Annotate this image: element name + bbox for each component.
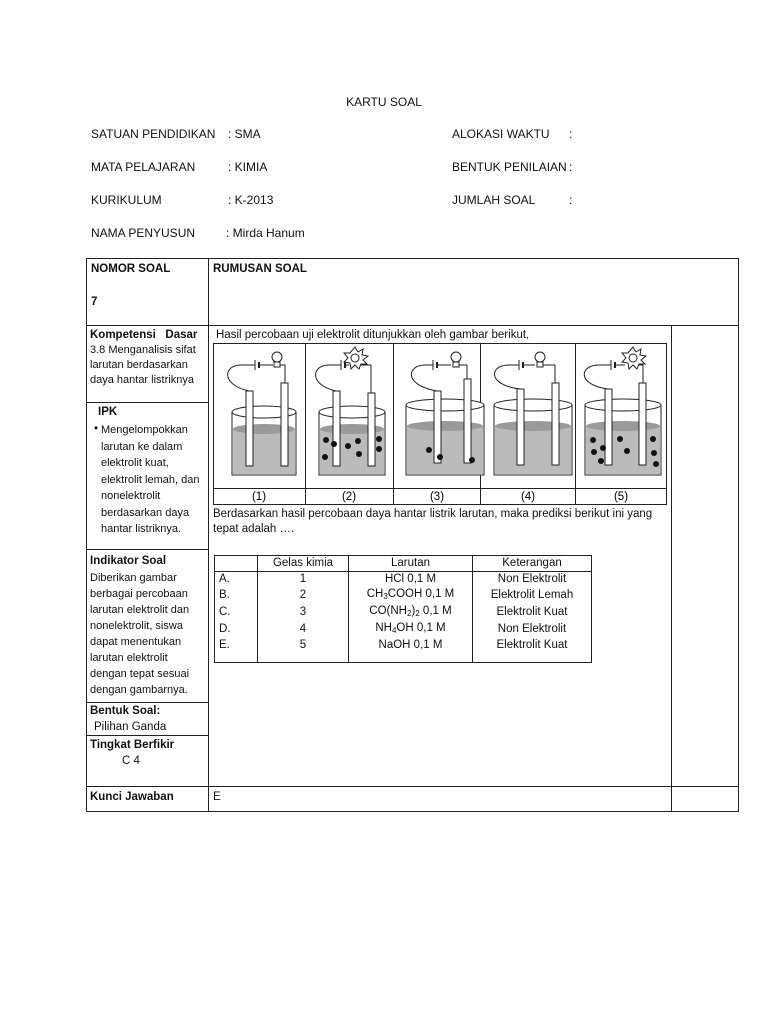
ipk-list bbox=[90, 422, 206, 538]
table-row-line bbox=[86, 402, 208, 403]
satuan-label: SATUAN PENDIDIKAN bbox=[91, 127, 216, 141]
answer-option-d[interactable] bbox=[215, 621, 592, 638]
answer-option-c[interactable] bbox=[215, 604, 592, 621]
penyusun-label: NAMA PENYUSUN bbox=[91, 226, 196, 240]
option-letter: D. bbox=[215, 621, 258, 638]
answer-header-row bbox=[215, 556, 592, 572]
mapel-value: : KIMIA bbox=[228, 160, 268, 174]
table-border-bottom bbox=[86, 811, 739, 812]
option-larutan: HCl 0,1 M bbox=[349, 572, 473, 588]
answer-header: Gelas kimia bbox=[258, 556, 349, 572]
jumlah-soal-label: JUMLAH SOAL bbox=[452, 193, 536, 207]
figure-label: (2) bbox=[341, 491, 357, 503]
option-gelas: 2 bbox=[258, 587, 349, 604]
ipk-text: Mengelompokkan larutan ke dalam elektrolit kuat, elektrolit lemah, dan nonelektrolit berdasarkan daya hantar listriknya. bbox=[101, 424, 200, 535]
answer-header bbox=[215, 556, 258, 572]
tingkat-label: Tingkat Berfikir bbox=[90, 739, 175, 751]
option-keterangan: Elektrolit Kuat bbox=[473, 604, 592, 621]
option-gelas: 4 bbox=[258, 621, 349, 638]
table-col-line bbox=[671, 325, 672, 812]
nomor-soal-value: 7 bbox=[91, 296, 98, 308]
option-gelas: 1 bbox=[258, 572, 349, 588]
rumusan-soal-label: RUMUSAN SOAL bbox=[213, 263, 307, 275]
kunci-label: Kunci Jawaban bbox=[90, 791, 174, 803]
indikator-label: Indikator Soal bbox=[90, 555, 167, 567]
figure-label: (1) bbox=[251, 491, 267, 503]
kunci-value: E bbox=[213, 791, 221, 803]
bentuk-penilaian-label: BENTUK PENILAIAN bbox=[452, 160, 567, 174]
kd-text: 3.8 Menganalisis sifat larutan berdasarkan daya hantar listriknya bbox=[90, 344, 196, 386]
answer-header: Keterangan bbox=[473, 556, 592, 572]
kd-label: Kompetensi Dasar bbox=[90, 329, 198, 341]
option-larutan: $CH_3COOH$ 0,1 M bbox=[349, 587, 473, 604]
figure-label: (4) bbox=[520, 491, 536, 503]
option-letter: B. bbox=[215, 587, 258, 604]
nomor-soal-label: NOMOR SOAL bbox=[91, 263, 171, 275]
question-prompt: Berdasarkan hasil percobaan daya hantar listrik larutan, maka prediksi berikut ini yang tepat adalah …. bbox=[213, 508, 653, 535]
satuan-value: : SMA bbox=[228, 127, 261, 141]
mapel-label: MATA PELAJARAN bbox=[91, 160, 196, 174]
card-title: KARTU SOAL bbox=[346, 95, 422, 109]
table-row-line bbox=[86, 702, 208, 703]
answer-options-table bbox=[214, 555, 592, 663]
table-row-line bbox=[86, 786, 739, 787]
option-letter: E. bbox=[215, 638, 258, 663]
table-col-line bbox=[208, 258, 209, 812]
table-border-top bbox=[86, 258, 739, 259]
penyusun-value: : Mirda Hanum bbox=[226, 226, 305, 240]
question-intro: Hasil percobaan uji elektrolit ditunjukkan oleh gambar berikut, bbox=[216, 329, 530, 341]
answer-option-a[interactable] bbox=[215, 572, 592, 588]
option-letter: A. bbox=[215, 572, 258, 588]
bentuk-soal-value: Pilihan Ganda bbox=[94, 721, 167, 733]
option-keterangan: Non Elektrolit bbox=[473, 621, 592, 638]
alokasi-value: : bbox=[569, 127, 573, 141]
table-border-left bbox=[86, 258, 87, 812]
figure-label: (3) bbox=[429, 491, 445, 503]
answer-option-e[interactable] bbox=[215, 638, 592, 663]
tingkat-value: C 4 bbox=[122, 755, 140, 767]
option-larutan: NaOH 0,1 M bbox=[349, 638, 473, 663]
answer-option-b[interactable] bbox=[215, 587, 592, 604]
table-row-line bbox=[86, 735, 208, 736]
kurikulum-label: KURIKULUM bbox=[91, 193, 162, 207]
ipk-label: IPK bbox=[98, 406, 118, 418]
kurikulum-value: : K-2013 bbox=[228, 193, 274, 207]
table-border-right bbox=[738, 258, 739, 812]
option-keterangan: Non Elektrolit bbox=[473, 572, 592, 588]
option-keterangan: Elektrolit Kuat bbox=[473, 638, 592, 663]
option-gelas: 5 bbox=[258, 638, 349, 663]
answer-header: Larutan bbox=[349, 556, 473, 572]
option-letter: C. bbox=[215, 604, 258, 621]
electrolyte-figure bbox=[213, 343, 667, 505]
alokasi-label: ALOKASI WAKTU bbox=[452, 127, 550, 141]
option-gelas: 3 bbox=[258, 604, 349, 621]
table-row-line bbox=[86, 325, 739, 326]
bentuk-soal-label: Bentuk Soal: bbox=[90, 705, 161, 717]
figure-label: (5) bbox=[613, 491, 629, 503]
option-larutan: $NH_4OH$ 0,1 M bbox=[349, 621, 473, 638]
option-keterangan: Elektrolit Lemah bbox=[473, 587, 592, 604]
bentuk-penilaian-value: : bbox=[569, 160, 573, 174]
indikator-text: Diberikan gambar berbagai percobaan larutan elektrolit dan nonelektrolit, siswa dapat menentukan larutan elektrolit dengan tepat sesuai dengan gambarnya. bbox=[90, 572, 190, 696]
jumlah-soal-value: : bbox=[569, 193, 573, 207]
table-row-line bbox=[86, 549, 208, 550]
option-larutan: $CO(NH_2)_2$ 0,1 M bbox=[349, 604, 473, 621]
bullet-icon: • bbox=[94, 423, 99, 435]
